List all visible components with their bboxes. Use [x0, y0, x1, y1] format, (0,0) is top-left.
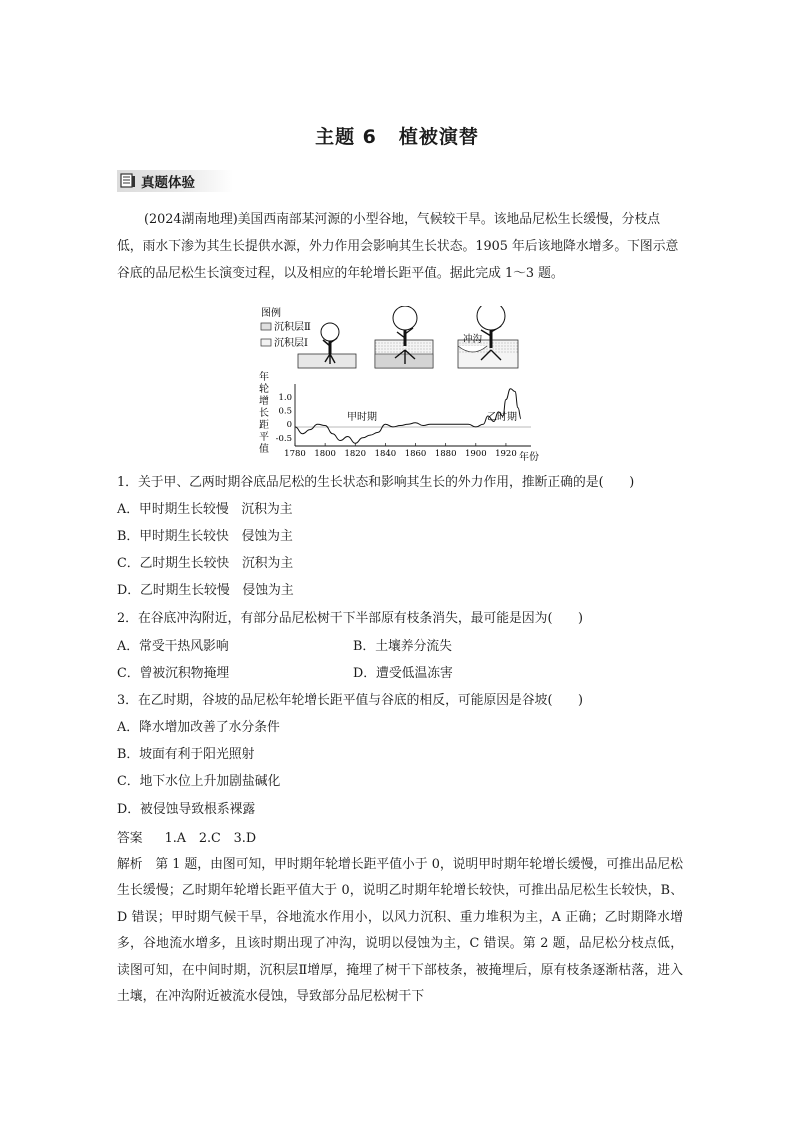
- y-axis-label: [259, 370, 269, 455]
- answer-text: 1.A 2.C 3.D: [164, 831, 257, 846]
- panel-stage-3: [458, 306, 518, 368]
- legend-swatch-layer1: [261, 339, 271, 346]
- gully-label: 冲沟: [463, 334, 483, 345]
- y-tick-label: 0: [286, 420, 292, 431]
- period-jia-label: 甲时期: [347, 412, 377, 423]
- figure-svg: [255, 306, 545, 466]
- period-yi-label: 乙时期: [487, 412, 517, 423]
- y-tick-label: 1.0: [278, 392, 292, 403]
- question-1-option-d[interactable]: D．乙时期生长较慢 侵蚀为主: [117, 583, 294, 598]
- document-icon: [119, 173, 137, 189]
- figure: [255, 306, 545, 466]
- question-2-stem: 2．在谷底冲沟附近，有部分品尼松树干下半部原有枝条消失，最可能是因为( ): [117, 611, 584, 626]
- y-label-char: 轮: [259, 384, 269, 395]
- y-label-char: 值: [259, 444, 269, 455]
- section-label: 真题体验: [141, 175, 195, 191]
- y-label-char: 距: [259, 420, 269, 431]
- question-3-option-b[interactable]: B．坡面有利于阳光照射: [117, 747, 255, 762]
- legend-layer2: 沉积层Ⅱ: [274, 322, 311, 333]
- y-label-char: 长: [259, 408, 269, 419]
- answer-line: [117, 829, 256, 849]
- chart-area: [259, 370, 539, 463]
- question-2-option-c[interactable]: C．曾被沉积物掩埋: [117, 666, 230, 681]
- y-label-char: 年: [259, 372, 269, 383]
- legend-layer1: 沉积层Ⅰ: [274, 338, 308, 349]
- question-3-option-d[interactable]: D．被侵蚀导致根系裸露: [117, 802, 256, 817]
- title-sub: 植被演替: [398, 126, 479, 148]
- x-tick-label: 1860: [404, 449, 427, 459]
- analysis-paragraph: 解析 第 1 题，由图可知，甲时期年轮增长距平值小于 0，说明甲时期年轮增长缓慢，可推出品尼松生长缓慢；乙时期年轮增长距平值大于 0，说明乙时期年轮增长较快，可推出品尼松生长较快，B、D 错误；甲时期气候干旱，谷地流水作用小，以风力沉积、重力堆积为主，A 正确；乙时期降水增多，谷地流水增多，且该时期出现了冲沟，说明以侵蚀为主，C 错误。第 2 题，品尼松分枝点低，读图可知，在中间时期，沉积层Ⅱ增厚，掩埋了树干下部枝条，被掩埋后，原有枝条逐渐枯落，进入土壤，在冲沟附近被流水侵蚀，导致部分品尼松树干下: [117, 857, 683, 1005]
- panel-stage-2: [375, 306, 433, 368]
- x-ticks: [284, 443, 517, 459]
- question-1-option-a[interactable]: A．甲时期生长较慢 沉积为主: [117, 502, 293, 517]
- x-tick-label: 1920: [495, 449, 517, 459]
- x-tick-label: 1840: [374, 449, 397, 459]
- y-label-char: 平: [259, 432, 269, 443]
- y-tick-label: -0.5: [275, 433, 292, 444]
- question-2-option-b[interactable]: B．土壤养分流失: [353, 639, 452, 654]
- question-1-option-b[interactable]: B．甲时期生长较快 侵蚀为主: [117, 529, 293, 544]
- legend-title: 图例: [261, 308, 281, 319]
- answer-label: 答案: [117, 831, 143, 846]
- section-header: [117, 170, 233, 192]
- x-tick-label: 1880: [434, 449, 457, 459]
- title-main: 主题 6: [315, 126, 377, 148]
- question-3-option-a[interactable]: A．降水增加改善了水分条件: [117, 720, 280, 735]
- y-ticks: [276, 393, 292, 444]
- question-1-stem: 1．关于甲、乙两时期谷底品尼松的生长状态和影响其生长的外力作用，推断正确的是( ): [117, 475, 635, 490]
- question-2-option-d[interactable]: D．遭受低温冻害: [353, 666, 453, 681]
- x-tick-label: 1800: [314, 449, 336, 459]
- x-unit-label: 年份: [519, 452, 539, 463]
- question-2-option-a[interactable]: A．常受干热风影响: [117, 639, 229, 654]
- question-2-options-row-1: [117, 637, 677, 657]
- question-2-options-row-2: [117, 664, 677, 684]
- question-1-option-c[interactable]: C．乙时期生长较快 沉积为主: [117, 556, 294, 571]
- intro-paragraph: (2024湖南地理)美国西南部某河源的小型谷地，气候较干旱。该地品尼松生长缓慢，分枝点低，雨水下渗为其生长提供水源，外力作用会影响其生长状态。1905 年后该地降水增多。下图示意谷底的品尼松生长演变过程，以及相应的年轮增长距平值。据此完成 1～3 题。: [117, 212, 679, 281]
- x-tick-label: 1820: [344, 449, 367, 459]
- question-3-stem: 3．在乙时期，谷坡的品尼松年轮增长距平值与谷底的相反，可能原因是谷坡( ): [117, 693, 584, 708]
- page-title: [0, 122, 794, 149]
- x-tick-label: 1900: [464, 449, 487, 459]
- legend-swatch-layer2: [261, 323, 271, 330]
- x-tick-label: 1780: [284, 449, 306, 459]
- y-label-char: 增: [259, 396, 269, 407]
- question-3-option-c[interactable]: C．地下水位上升加剧盐碱化: [117, 774, 281, 789]
- y-tick-label: 0.5: [278, 406, 292, 417]
